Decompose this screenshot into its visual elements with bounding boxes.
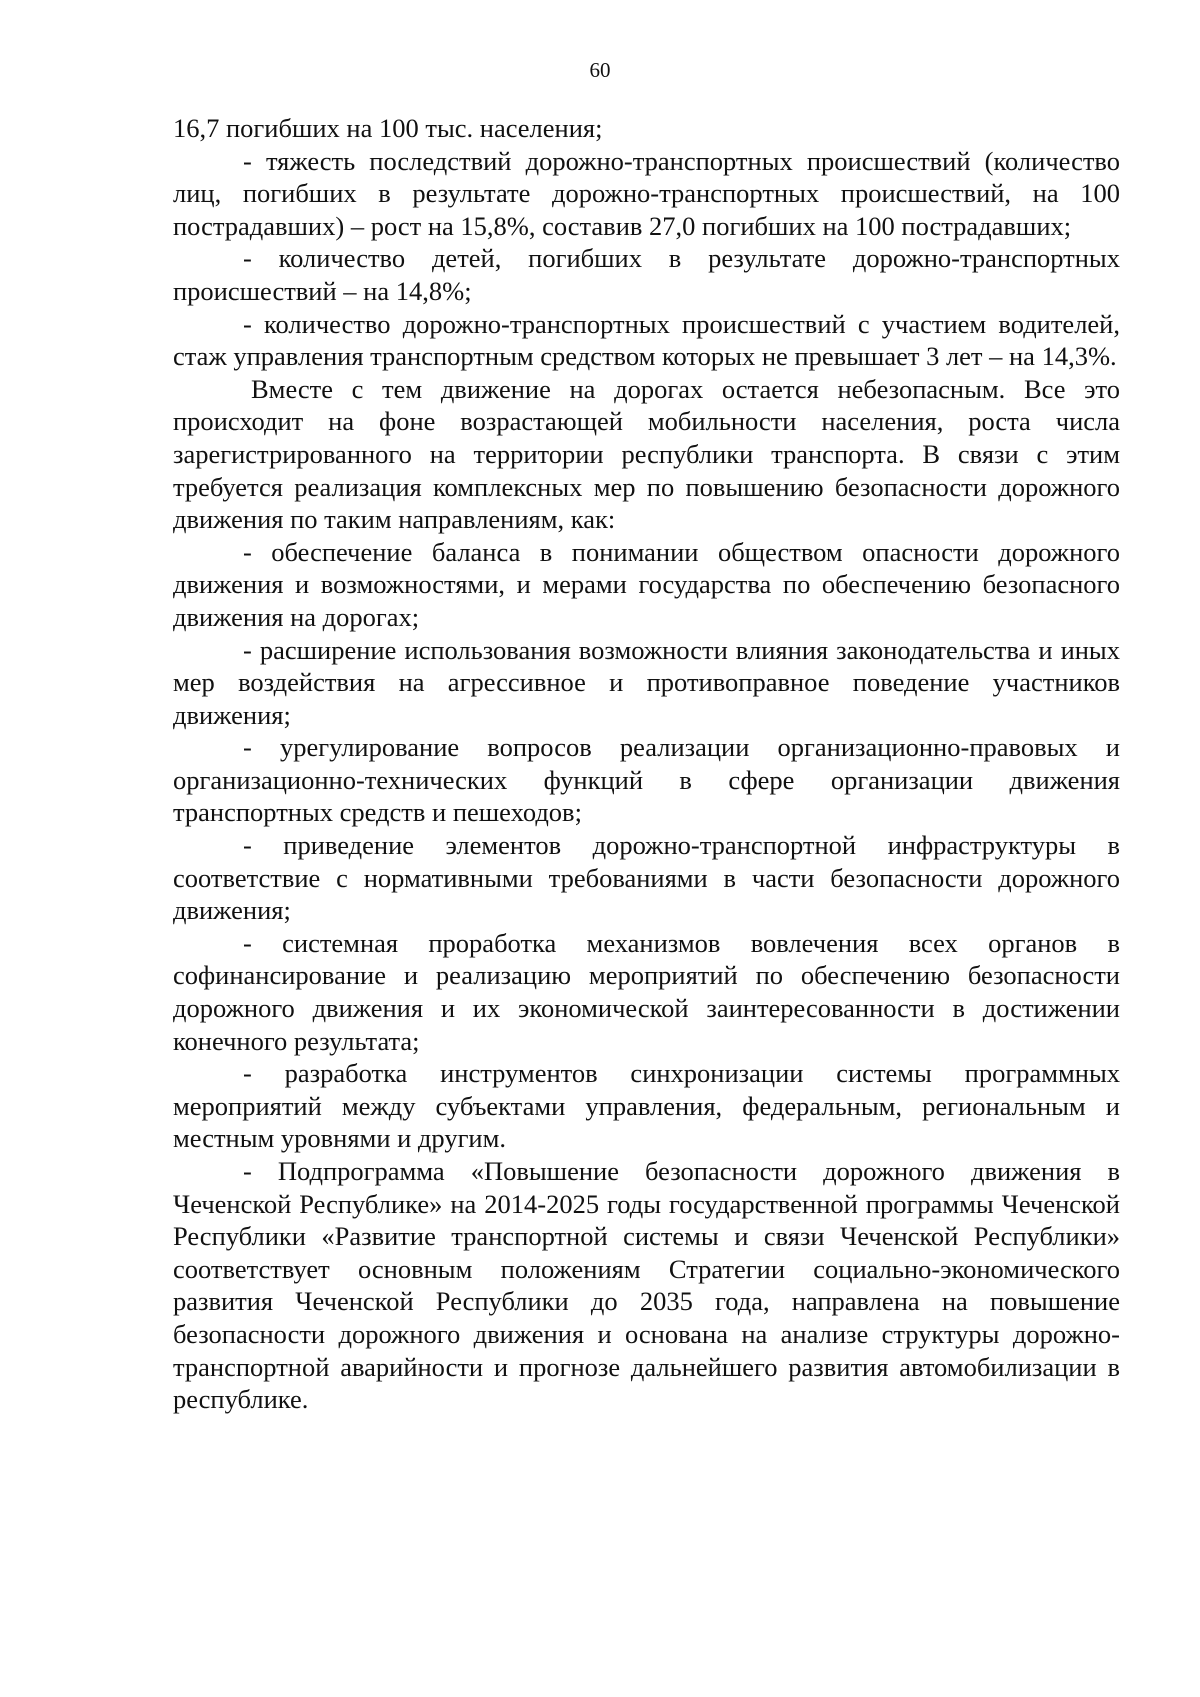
paragraph-balance: - обеспечение баланса в понимании обществом опасности дорожного движения и возможностями, и мерами государства по обеспечению безопасного движения на дорогах; xyxy=(173,536,1120,632)
paragraph-legislation: - расширение использования возможности влияния законодательства и иных мер воздействия на агрессивное и противоправное поведение участников движения; xyxy=(173,634,1120,730)
paragraph-severity-consequences: - тяжесть последствий дорожно-транспортных происшествий (количество лиц, погибших в результате дорожно-транспортных происшествий, на 100 пострадавших) – рост на 15,8%, составив 27,0 погибших на 100 пострадавших; xyxy=(173,145,1120,241)
paragraph-road-unsafe: Вместе с тем движение на дорогах остается небезопасным. Все это происходит на фоне возрастающей мобильности населения, роста числа зарегистрированного на территории республики транспорта. В связи с этим требуется реализация комплексных мер по повышению безопасности дорожного движения по таким направлениям, как: xyxy=(173,373,1120,535)
paragraph-fatalities-per-population: 16,7 погибших на 100 тыс. населения; xyxy=(173,113,603,143)
paragraph-children-fatalities: - количество детей, погибших в результате дорожно-транспортных происшествий – на 14,8%; xyxy=(173,243,1120,306)
page-number: 60 xyxy=(589,58,611,82)
paragraph-regulation: - урегулирование вопросов реализации организационно-правовых и организационно-технических функций в сфере организации движения транспортных средств и пешеходов; xyxy=(173,732,1120,828)
paragraph-infrastructure: - приведение элементов дорожно-транспортной инфраструктуры в соответствие с нормативными требованиями в части безопасности дорожного движения; xyxy=(173,830,1120,926)
paragraph-subprogram: - Подпрограмма «Повышение безопасности дорожного движения в Чеченской Республике» на 2014-2025 годы государственной программы Чеченской Республики «Развитие транспортной системы и связи Чеченской Республики» соответствует основным положениям Стратегии социально-экономического развития Чеченской Республики до 2035 года, направлена на повышение безопасности дорожного движения и основана на анализе структуры дорожно-транспортной аварийности и прогнозе дальнейшего развития автомобилизации в республике. xyxy=(173,1156,1120,1415)
paragraph-synchronization: - разработка инструментов синхронизации системы программных мероприятий между субъектами управления, федеральным, региональным и местным уровнями и другим. xyxy=(173,1058,1120,1154)
document-body xyxy=(173,112,1120,1416)
paragraph-cofinancing: - системная проработка механизмов вовлечения всех органов в софинансирование и реализацию мероприятий по обеспечению безопасности дорожного движения и их экономической заинтересованности в достижении конечного результата; xyxy=(173,927,1120,1056)
paragraph-novice-drivers: - количество дорожно-транспортных происшествий с участием водителей, стаж управления транспортным средством которых не превышает 3 лет – на 14,3%. xyxy=(173,308,1120,372)
